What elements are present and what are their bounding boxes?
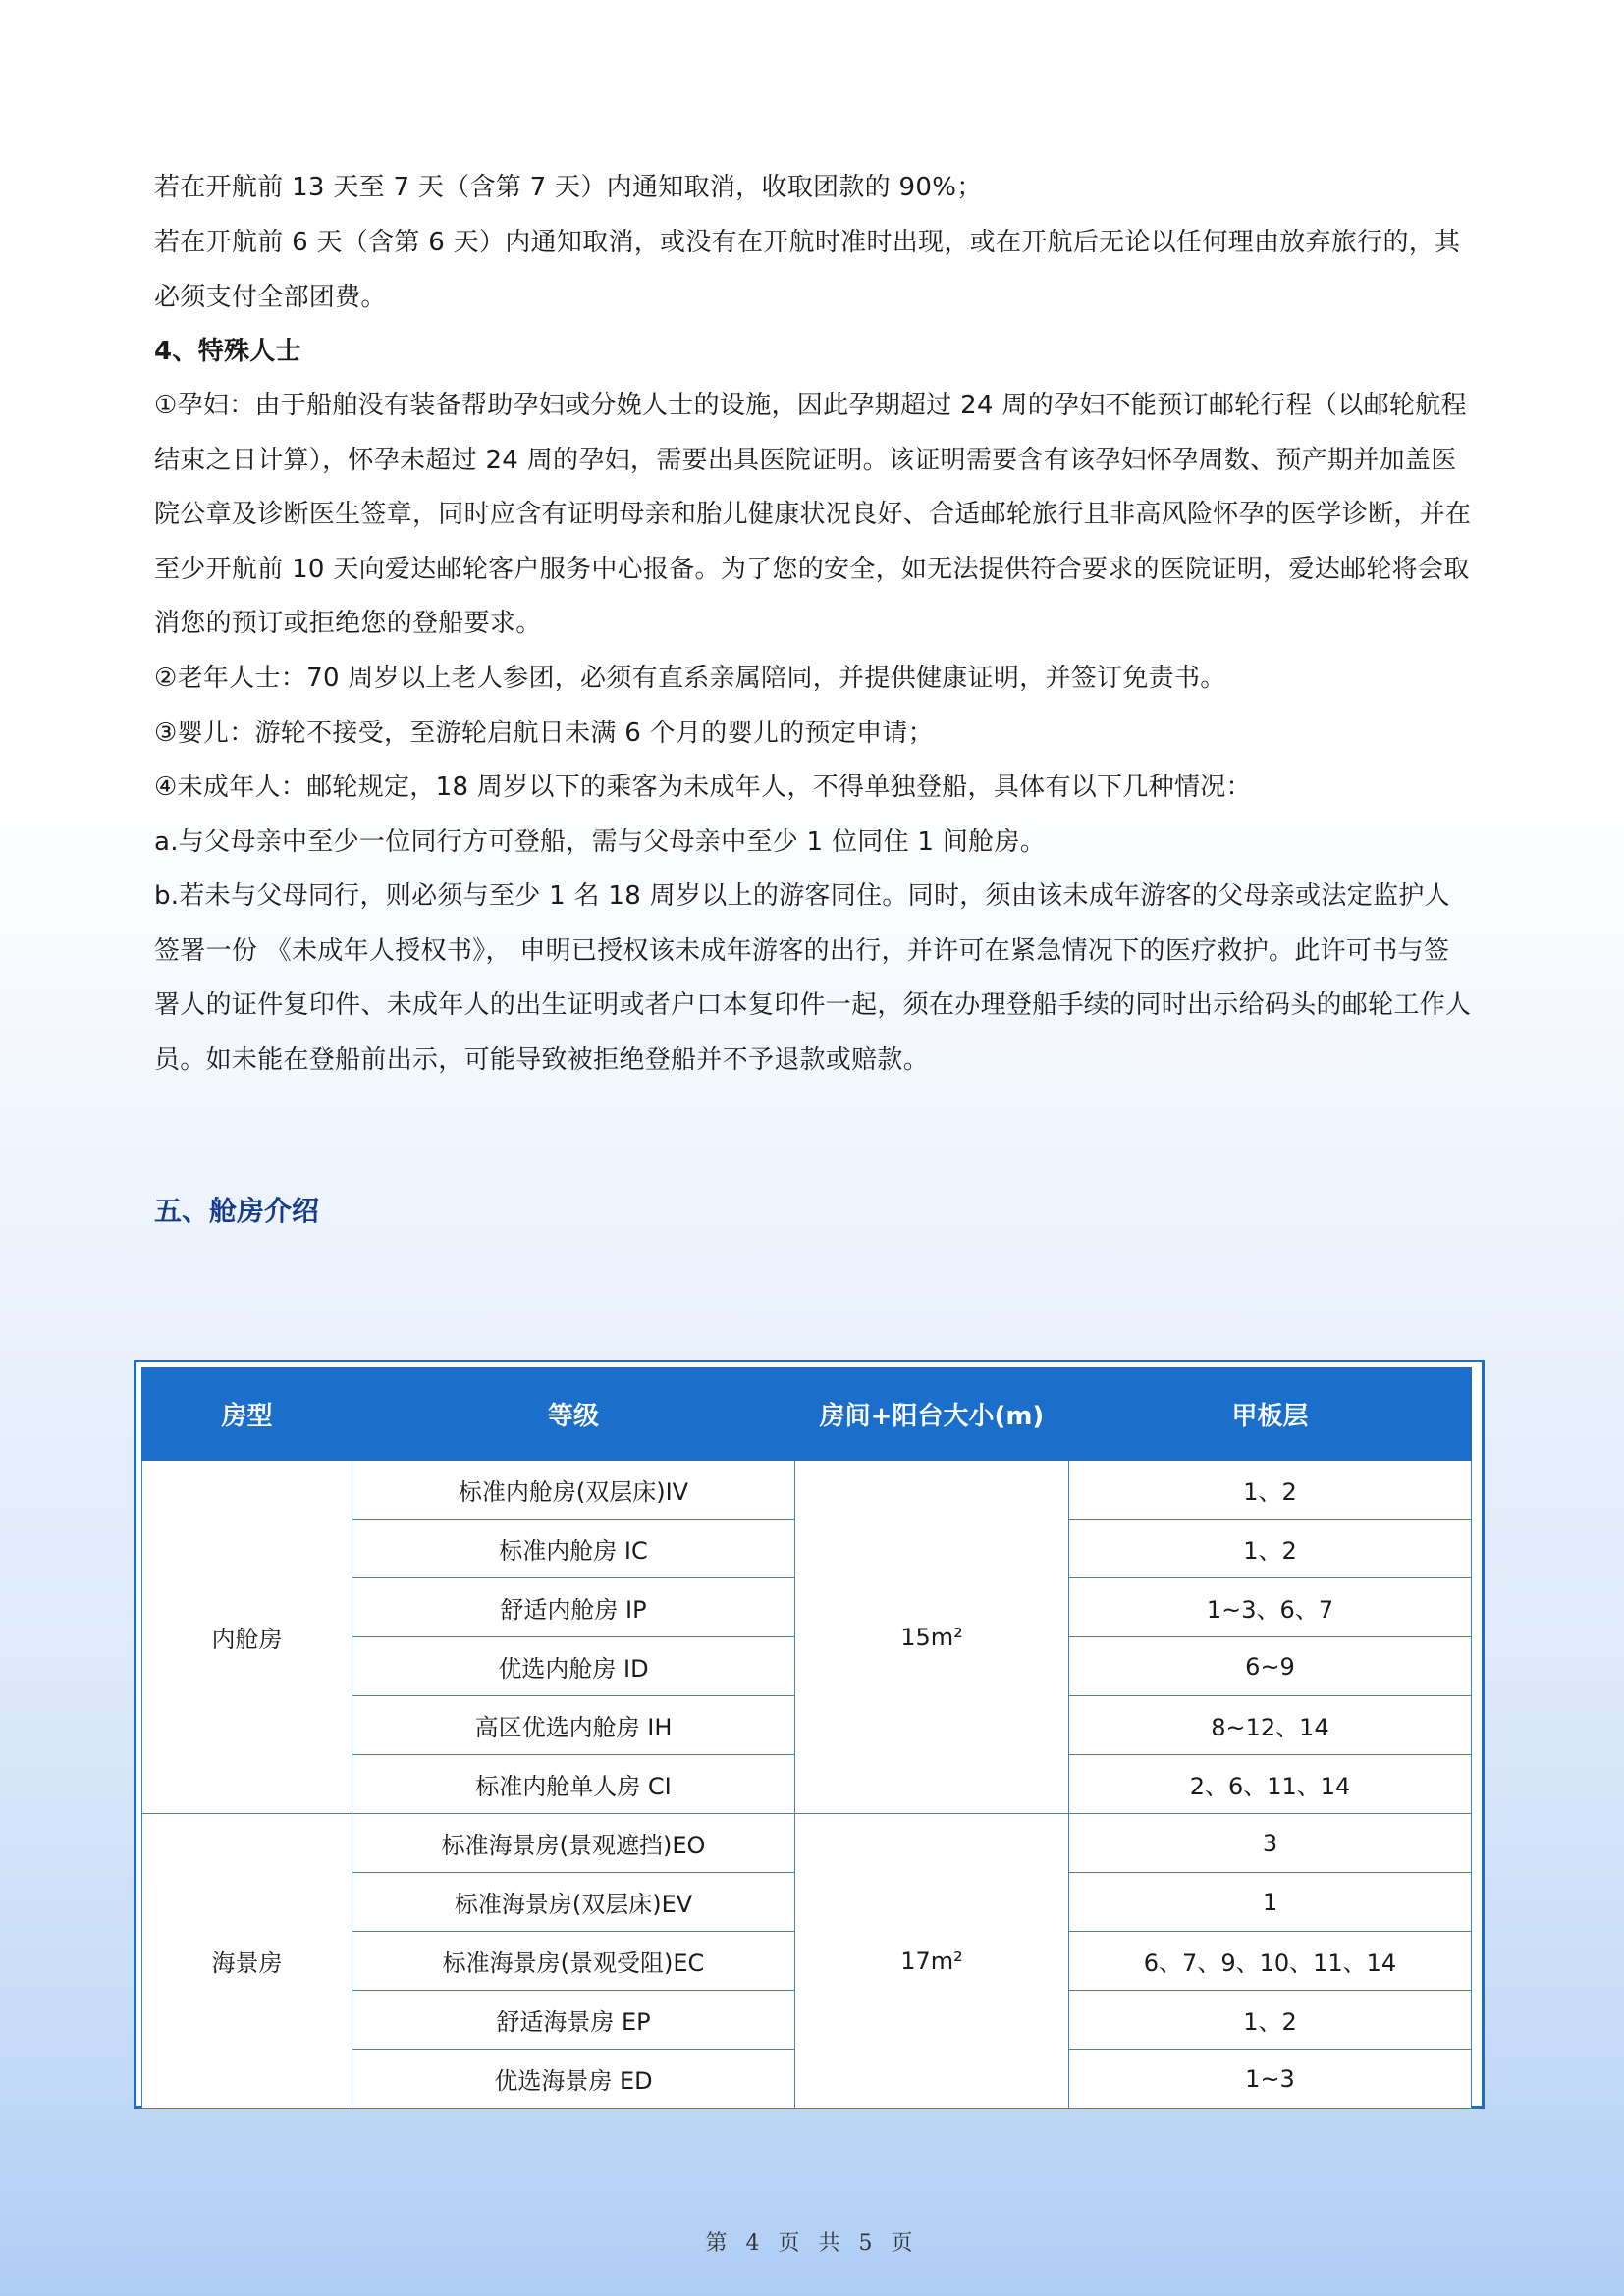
paragraph-minor-b: b.若未与父母同行，则必须与至少 1 名 18 周岁以上的游客同住。同时，须由该未成年游客的父母亲或法定监护人签署一份 《未成年人授权书》， 申明已授权该未成年游客的出行，并许可在紧急情况下的医疗救护。此许可书与签署人的证件复印件、未成年人的出生证明或者户口本复印件一起，须在办理登船手续的同时出示给码头的邮轮工作人员。如未能在登船前出示，可能导致被拒绝登船并不予退款或赔款。 bbox=[154, 881, 1472, 1075]
table-row bbox=[142, 1461, 1472, 1520]
cabin-table bbox=[141, 1367, 1472, 2109]
header-grade: 等级 bbox=[352, 1368, 795, 1461]
deck-cell: 2、6、11、14 bbox=[1069, 1755, 1472, 1814]
grade-cell: 舒适海景房 EP bbox=[352, 1991, 795, 2050]
page-footer: 第 4 页 共 5 页 bbox=[705, 2231, 919, 2256]
room-type-cell: 内舱房 bbox=[142, 1461, 352, 1814]
deck-cell: 1、2 bbox=[1069, 1991, 1472, 2050]
paragraph-cancel-13-7: 若在开航前 13 天至 7 天（含第 7 天）内通知取消，收取团款的 90%； bbox=[154, 173, 983, 202]
grade-cell: 优选内舱房 ID bbox=[352, 1637, 795, 1696]
deck-cell: 3 bbox=[1069, 1814, 1472, 1873]
paragraph-pregnant: ①孕妇：由于船舶没有装备帮助孕妇或分娩人士的设施，因此孕期超过 24 周的孕妇不能预订邮轮行程（以邮轮航程结束之日计算），怀孕未超过 24 周的孕妇，需要出具医院证明。该证明需要含有该孕妇怀孕周数、预产期并加盖医院公章及诊断医生签章，同时应含有证明母亲和胎儿健康状况良好、合适邮轮旅行且非高风险怀孕的医学诊断，并在至少开航前 10 天向爱达邮轮客户服务中心报备。为了您的安全，如无法提供符合要求的医院证明，爱达邮轮将会取消您的预订或拒绝您的登船要求。 bbox=[154, 391, 1472, 638]
deck-cell: 1~3 bbox=[1069, 2050, 1472, 2109]
paragraph-minor: ④未成年人：邮轮规定，18 周岁以下的乘客为未成年人，不得单独登船，具体有以下几种情况： bbox=[154, 773, 1252, 802]
deck-cell: 1、2 bbox=[1069, 1461, 1472, 1520]
grade-cell: 舒适内舱房 IP bbox=[352, 1578, 795, 1637]
grade-cell: 高区优选内舱房 IH bbox=[352, 1696, 795, 1755]
table-row bbox=[142, 1814, 1472, 1873]
deck-cell: 6、7、9、10、11、14 bbox=[1069, 1932, 1472, 1991]
paragraph-elderly: ②老年人士：70 周岁以上老人参团，必须有直系亲属陪同，并提供健康证明，并签订免责书。 bbox=[154, 664, 1226, 693]
header-size: 房间+阳台大小(m) bbox=[795, 1368, 1069, 1461]
deck-cell: 1、2 bbox=[1069, 1520, 1472, 1578]
subheading-special-people: 4、特殊人士 bbox=[154, 337, 301, 366]
paragraph-infant: ③婴儿：游轮不接受，至游轮启航日未满 6 个月的婴儿的预定申请； bbox=[154, 719, 934, 748]
grade-cell: 标准内舱房 IC bbox=[352, 1520, 795, 1578]
grade-cell: 标准海景房(双层床)EV bbox=[352, 1873, 795, 1932]
table-header-row bbox=[142, 1368, 1472, 1461]
section-title-cabins: 五、舱房介绍 bbox=[154, 1195, 320, 1227]
grade-cell: 标准内舱房(双层床)IV bbox=[352, 1461, 795, 1520]
deck-cell: 1 bbox=[1069, 1873, 1472, 1932]
room-type-cell: 海景房 bbox=[142, 1814, 352, 2109]
deck-cell: 1~3、6、7 bbox=[1069, 1578, 1472, 1637]
paragraph-minor-a: a.与父母亲中至少一位同行方可登船，需与父母亲中至少 1 位同住 1 间舱房。 bbox=[154, 828, 1047, 857]
header-room-type: 房型 bbox=[142, 1368, 352, 1461]
grade-cell: 标准内舱单人房 CI bbox=[352, 1755, 795, 1814]
grade-cell: 标准海景房(景观遮挡)EO bbox=[352, 1814, 795, 1873]
grade-cell: 优选海景房 ED bbox=[352, 2050, 795, 2109]
paragraph-cancel-6: 若在开航前 6 天（含第 6 天）内通知取消，或没有在开航时准时出现，或在开航后无论以任何理由放弃旅行的，其必须支付全部团费。 bbox=[154, 228, 1461, 312]
size-cell: 15m² bbox=[795, 1461, 1069, 1814]
grade-cell: 标准海景房(景观受阻)EC bbox=[352, 1932, 795, 1991]
size-cell: 17m² bbox=[795, 1814, 1069, 2109]
deck-cell: 8~12、14 bbox=[1069, 1696, 1472, 1755]
header-deck: 甲板层 bbox=[1069, 1368, 1472, 1461]
deck-cell: 6~9 bbox=[1069, 1637, 1472, 1696]
